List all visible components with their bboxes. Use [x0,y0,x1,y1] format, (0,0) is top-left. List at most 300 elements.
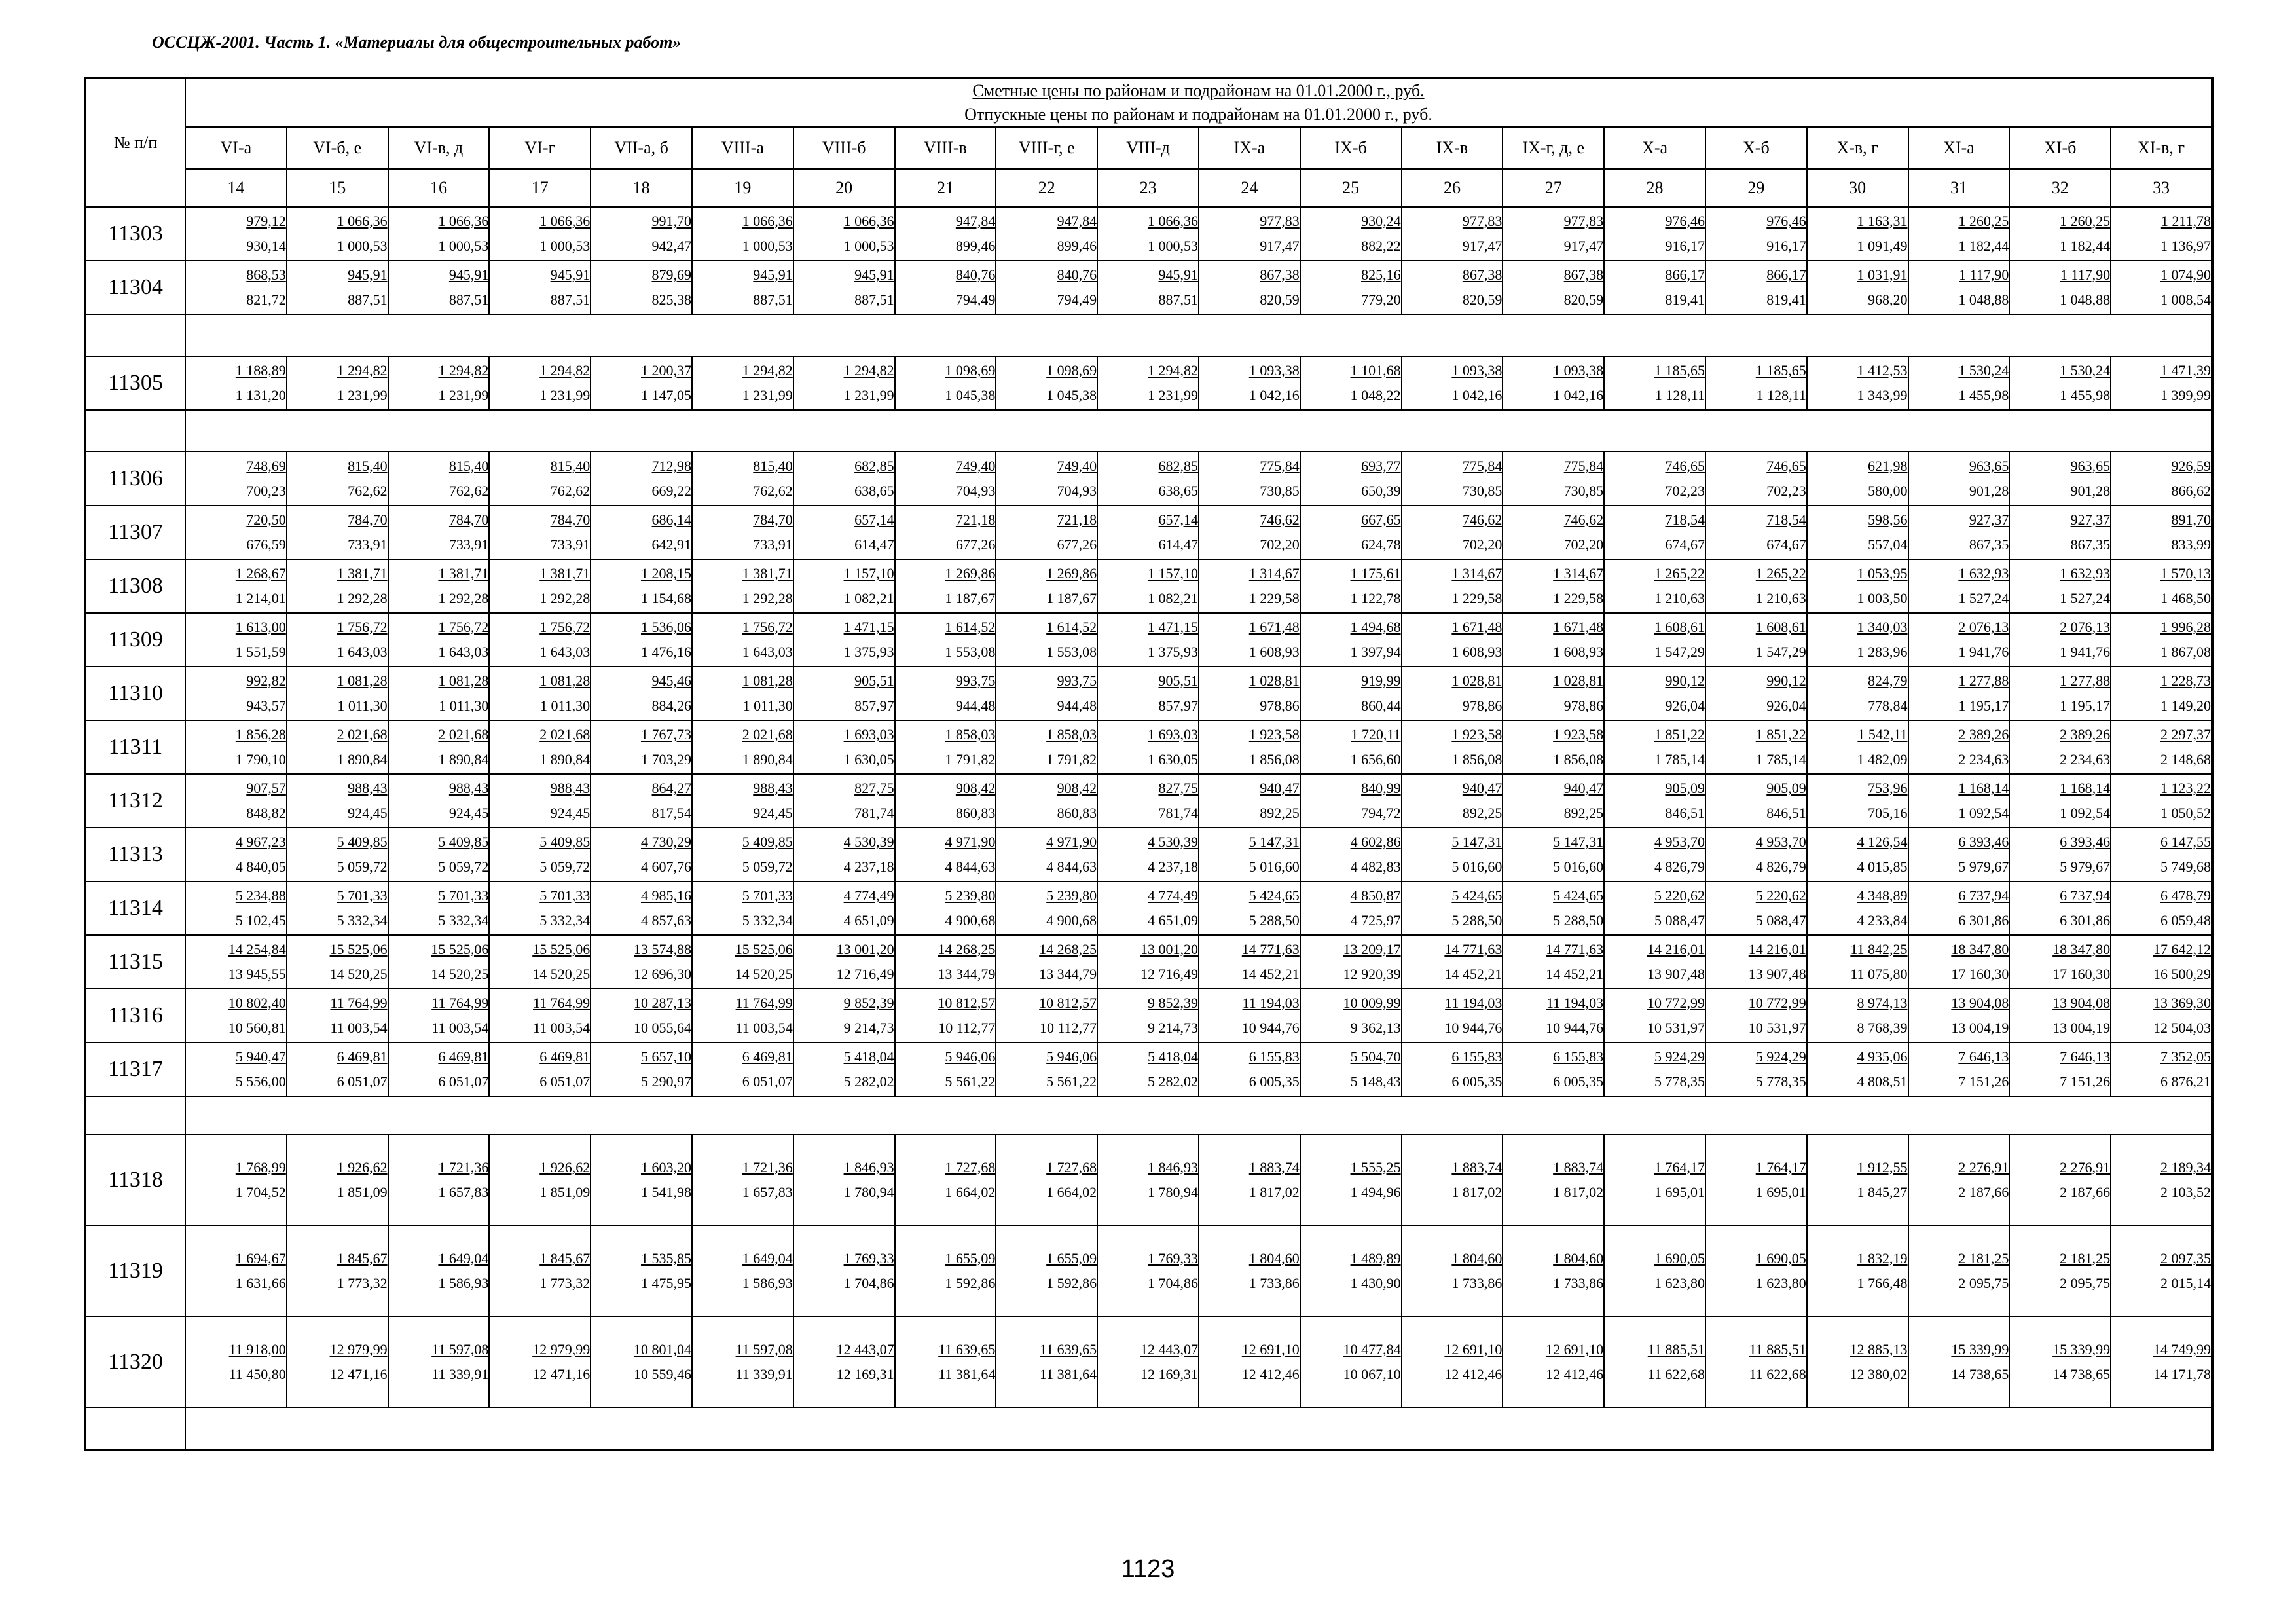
release-price: 10 559,46 [633,1365,691,1382]
estimate-price: 5 409,85 [539,834,591,850]
price-cell [793,881,895,935]
price-cell [287,559,388,613]
estimate-price: 5 946,06 [945,1048,996,1065]
price-cell [1807,828,1908,881]
price-cell [1705,207,1807,261]
estimate-price: 14 216,01 [1748,941,1806,957]
price-cell [692,613,793,667]
column-number: 15 [287,169,388,207]
price-cell [996,613,1097,667]
estimate-price: 1 188,89 [235,362,286,378]
estimate-price: 5 657,10 [640,1048,691,1065]
estimate-price: 1 846,93 [1147,1158,1198,1175]
release-price: 1 941,76 [2060,644,2111,660]
release-price: 892,25 [1563,805,1604,821]
estimate-price: 1 767,73 [640,726,691,743]
release-price: 1 011,30 [337,697,388,714]
estimate-price: 1 632,93 [1958,565,2009,581]
release-price: 1 455,98 [2060,387,2111,403]
estimate-price: 14 771,63 [1241,941,1300,957]
price-cell [1807,774,1908,828]
release-price: 7 151,26 [2060,1073,2111,1090]
estimate-price: 1 260,25 [2060,213,2111,229]
price-cell [1402,1134,1503,1225]
release-price: 2 187,66 [2060,1183,2111,1200]
release-price: 1 785,14 [1654,751,1705,767]
price-cell [185,989,287,1043]
price-cell [388,1134,490,1225]
estimate-price: 825,16 [1361,267,1401,283]
estimate-price: 657,14 [854,511,894,528]
release-price: 4 651,09 [843,912,894,929]
release-price: 14 520,25 [532,966,591,982]
price-cell [591,356,692,410]
release-price: 924,45 [348,805,388,821]
release-price: 5 016,60 [1553,858,1604,875]
estimate-price: 11 918,00 [228,1340,286,1357]
release-price: 860,83 [955,805,996,821]
price-cell [591,989,692,1043]
table-body [85,207,2212,1450]
release-price: 1 766,48 [1857,1274,1908,1291]
release-price: 5 282,02 [843,1073,894,1090]
release-price: 14 520,25 [329,966,388,982]
column-number: 20 [793,169,895,207]
release-price: 825,38 [651,291,691,308]
estimate-price: 11 194,03 [1546,995,1604,1011]
release-price: 882,22 [1361,238,1401,254]
release-price: 1 657,83 [742,1183,793,1200]
estimate-price: 11 885,51 [1749,1340,1806,1357]
release-price: 1 092,54 [1958,805,2009,821]
blank-row [85,410,2212,452]
price-cell [996,1225,1097,1316]
estimate-price: 5 234,88 [235,887,286,904]
release-price: 978,86 [1563,697,1604,714]
price-cell [1908,261,2010,314]
release-price: 794,49 [1057,291,1097,308]
price-cell [489,356,591,410]
price-cell [591,1316,692,1407]
price-cell [1807,881,1908,935]
price-cell [1604,667,1705,720]
release-price: 2 234,63 [1958,751,2009,767]
estimate-price: 10 801,04 [633,1340,691,1357]
release-price: 899,46 [1057,238,1097,254]
estimate-price: 15 339,99 [1951,1340,2009,1357]
estimate-price: 905,51 [854,673,894,689]
estimate-price: 4 850,87 [1350,887,1401,904]
estimate-price: 721,18 [1057,511,1097,528]
release-price: 642,91 [651,536,691,553]
price-cell [287,261,388,314]
estimate-price: 10 772,99 [1748,995,1806,1011]
estimate-price: 840,99 [1361,780,1401,796]
price-cell [2009,989,2111,1043]
estimate-price: 14 254,84 [228,941,286,957]
release-price: 924,45 [550,805,591,821]
release-price: 2 234,63 [2060,751,2111,767]
release-price: 5 778,35 [1755,1073,1806,1090]
estimate-price: 926,59 [2171,458,2211,474]
price-cell [2009,828,2111,881]
release-price: 4 233,84 [1857,912,1908,929]
estimate-price: 1 923,58 [1451,726,1503,743]
estimate-price: 1 851,22 [1654,726,1705,743]
release-price: 778,84 [1868,697,1908,714]
blank-cell [85,314,185,356]
release-price: 1 375,93 [843,644,894,660]
release-price: 1 000,53 [843,238,894,254]
row-number: 11305 [85,356,185,410]
price-cell [1402,261,1503,314]
release-price: 10 055,64 [633,1020,691,1036]
price-cell [489,1225,591,1316]
estimate-price: 5 701,33 [742,887,793,904]
price-cell [489,613,591,667]
estimate-price: 13 369,30 [2153,995,2211,1011]
price-cell [489,828,591,881]
release-price: 614,47 [854,536,894,553]
release-price: 1 292,28 [438,590,489,606]
estimate-price: 945,91 [550,267,591,283]
estimate-price: 12 979,99 [329,1340,388,1357]
release-price: 4 482,83 [1350,858,1401,875]
release-price: 17 160,30 [1951,966,2009,982]
release-price: 5 059,72 [742,858,793,875]
estimate-price: 682,85 [854,458,894,474]
estimate-price: 14 749,99 [2153,1340,2211,1357]
price-cell [2111,989,2212,1043]
price-cell [2009,207,2111,261]
price-cell [1604,506,1705,559]
price-cell [1300,828,1402,881]
price-cell [2111,935,2212,989]
row-number: 11310 [85,667,185,720]
estimate-price: 2 276,91 [1958,1158,2009,1175]
estimate-price: 5 424,65 [1553,887,1604,904]
price-cell [489,935,591,989]
price-cell [1503,207,1604,261]
price-cell [692,720,793,774]
page-number: 1123 [1121,1555,1175,1583]
estimate-price: 1 294,82 [742,362,793,378]
price-cell [287,881,388,935]
price-cell [1097,207,1199,261]
estimate-price: 927,37 [2070,511,2111,528]
release-price: 11 450,80 [228,1365,286,1382]
release-price: 887,51 [854,291,894,308]
price-cell [895,989,996,1043]
row-number: 11306 [85,452,185,506]
estimate-price: 18 347,80 [1951,941,2009,957]
estimate-price: 991,70 [651,213,691,229]
district-header: VI-а [185,127,287,169]
estimate-price: 988,43 [550,780,591,796]
release-price: 820,59 [1260,291,1300,308]
estimate-price: 1 265,22 [1755,565,1806,581]
price-cell [895,452,996,506]
release-price: 13 004,19 [1951,1020,2009,1036]
estimate-price: 1 858,03 [1046,726,1097,743]
price-cell [2111,828,2212,881]
row-number: 11309 [85,613,185,667]
estimate-price: 1 883,74 [1451,1158,1503,1175]
price-cell [1705,667,1807,720]
release-price: 1 231,99 [742,387,793,403]
release-price: 860,44 [1361,697,1401,714]
estimate-price: 1 769,33 [843,1249,894,1266]
release-price: 1 042,16 [1248,387,1300,403]
price-cell [1807,613,1908,667]
estimate-price: 905,51 [1158,673,1198,689]
price-cell [895,559,996,613]
release-price: 1 182,44 [1958,238,2009,254]
estimate-price: 2 021,68 [742,726,793,743]
price-cell [2111,881,2212,935]
price-cell [996,261,1097,314]
estimate-price: 1 996,28 [2160,619,2211,635]
price-cell [895,261,996,314]
release-price: 1 000,53 [539,238,591,254]
estimate-price: 868,53 [246,267,286,283]
price-cell [692,1316,793,1407]
estimate-price: 976,46 [1766,213,1806,229]
release-price: 1 000,53 [1147,238,1198,254]
estimate-price: 2 181,25 [1958,1249,2009,1266]
release-price: 1 856,08 [1451,751,1503,767]
release-price: 1 292,28 [337,590,388,606]
release-price: 1 547,29 [1654,644,1705,660]
price-cell [692,667,793,720]
price-cell [1503,452,1604,506]
price-cell [591,613,692,667]
estimate-price: 1 471,15 [843,619,894,635]
release-price: 1 817,02 [1451,1183,1503,1200]
estimate-price: 1 756,72 [742,619,793,635]
release-price: 1 851,09 [539,1183,591,1200]
estimate-price: 4 602,86 [1350,834,1401,850]
price-cell [185,774,287,828]
price-cell [793,452,895,506]
price-cell [591,452,692,506]
release-price: 1 867,08 [2160,644,2211,660]
release-price: 1 136,97 [2160,238,2211,254]
release-price: 557,04 [1868,536,1908,553]
price-cell [1097,935,1199,989]
estimate-price: 1 721,36 [438,1158,489,1175]
price-cell [2111,613,2212,667]
price-cell [1807,261,1908,314]
estimate-price: 11 597,08 [431,1340,489,1357]
price-cell [2111,559,2212,613]
estimate-price: 753,96 [1868,780,1908,796]
district-header: IX-а [1199,127,1300,169]
price-cell [793,667,895,720]
column-number-row [85,169,2212,207]
price-cell [388,828,490,881]
price-cell [692,261,793,314]
estimate-price: 15 525,06 [329,941,388,957]
estimate-price: 1 381,71 [539,565,591,581]
release-price: 4 651,09 [1147,912,1198,929]
price-cell [1300,881,1402,935]
estimate-price: 977,83 [1462,213,1503,229]
release-price: 14 738,65 [1951,1365,2009,1382]
table-row [85,828,2212,881]
release-price: 1 817,02 [1553,1183,1604,1200]
release-price: 13 344,79 [938,966,996,982]
estimate-price: 1 845,67 [337,1249,388,1266]
estimate-price: 13 001,20 [836,941,894,957]
estimate-price: 1 613,00 [235,619,286,635]
price-cell [1300,720,1402,774]
estimate-price: 919,99 [1361,673,1401,689]
release-price: 917,47 [1260,238,1300,254]
price-cell [287,1225,388,1316]
estimate-price: 1 489,89 [1350,1249,1401,1266]
estimate-price: 7 352,05 [2160,1048,2211,1065]
price-cell [692,1134,793,1225]
price-cell [2009,720,2111,774]
estimate-price: 1 269,86 [1046,565,1097,581]
blank-cell [85,1407,185,1450]
table-row [85,774,2212,828]
estimate-price: 4 953,70 [1755,834,1806,850]
price-cell [793,356,895,410]
release-price: 2 148,68 [2160,751,2211,767]
estimate-price: 6 737,94 [1958,887,2009,904]
price-cell [1604,1316,1705,1407]
estimate-price: 784,70 [550,511,591,528]
price-cell [388,356,490,410]
price-cell [1503,881,1604,935]
price-cell [1300,989,1402,1043]
price-cell [895,774,996,828]
price-cell [1807,1134,1908,1225]
release-price: 12 471,16 [329,1365,388,1382]
estimate-price: 945,91 [348,267,388,283]
price-cell [591,207,692,261]
estimate-price: 1 314,67 [1248,565,1300,581]
estimate-price: 1 294,82 [1147,362,1198,378]
release-price: 916,17 [1665,238,1705,254]
price-cell [996,828,1097,881]
district-header: VI-в, д [388,127,490,169]
release-price: 5 778,35 [1654,1073,1705,1090]
release-price: 1 048,88 [1958,291,2009,308]
release-price: 730,85 [1563,483,1604,499]
estimate-price: 1 542,11 [1857,726,1908,743]
estimate-price: 947,84 [955,213,996,229]
price-cell [388,1316,490,1407]
estimate-price: 815,40 [448,458,489,474]
estimate-price: 14 268,25 [1039,941,1097,957]
price-cell [793,506,895,559]
price-cell [388,1225,490,1316]
estimate-price: 1 856,28 [235,726,286,743]
table-row [85,207,2212,261]
release-price: 700,23 [246,483,286,499]
release-price: 1 122,78 [1350,590,1401,606]
price-cell [287,1043,388,1096]
price-cell [1402,1225,1503,1316]
price-cell [2111,1316,2212,1407]
estimate-price: 14 268,25 [938,941,996,957]
estimate-price: 748,69 [246,458,286,474]
estimate-price: 5 924,29 [1755,1048,1806,1065]
price-cell [185,1316,287,1407]
column-number: 30 [1807,169,1908,207]
release-price: 1 547,29 [1755,644,1806,660]
price-cell [1402,1316,1503,1407]
estimate-price: 940,47 [1462,780,1503,796]
estimate-price: 1 632,93 [2060,565,2111,581]
release-price: 1 011,30 [742,697,793,714]
price-cell [489,1134,591,1225]
price-cell [1604,720,1705,774]
table-row [85,935,2212,989]
price-cell [1402,613,1503,667]
estimate-price: 746,62 [1462,511,1503,528]
release-price: 11 003,54 [330,1020,388,1036]
estimate-price: 1 208,15 [640,565,691,581]
district-header: VI-г [489,127,591,169]
price-cell [1908,720,2010,774]
release-price: 11 003,54 [533,1020,591,1036]
release-price: 917,47 [1563,238,1604,254]
estimate-price: 775,84 [1260,458,1300,474]
estimate-price: 6 478,79 [2160,887,2211,904]
price-cell [1300,1134,1402,1225]
release-price: 1 733,86 [1553,1274,1604,1291]
district-header: VIII-г, е [996,127,1097,169]
estimate-price: 866,17 [1665,267,1705,283]
estimate-price: 1 671,48 [1248,619,1300,635]
estimate-price: 746,65 [1766,458,1806,474]
estimate-price: 4 348,89 [1857,887,1908,904]
district-header: VI-б, е [287,127,388,169]
price-cell [489,506,591,559]
blank-row [85,1407,2212,1450]
price-cell [591,828,692,881]
price-cell [1199,1225,1300,1316]
release-price: 674,67 [1665,536,1705,553]
estimate-price: 15 525,06 [735,941,793,957]
price-cell [591,1225,692,1316]
price-cell [1402,1043,1503,1096]
price-cell [1807,1316,1908,1407]
estimate-price: 5 940,47 [235,1048,286,1065]
release-price: 11 339,91 [431,1365,489,1382]
estimate-price: 10 477,84 [1343,1340,1401,1357]
release-price: 13 907,48 [1647,966,1705,982]
blank-cell [185,1096,2212,1134]
release-price: 1 476,16 [640,644,691,660]
estimate-price: 1 381,71 [438,565,489,581]
release-price: 8 768,39 [1857,1020,1908,1036]
price-cell [1705,452,1807,506]
release-price: 705,16 [1868,805,1908,821]
price-cell [1199,559,1300,613]
price-cell [185,559,287,613]
release-price: 1 008,54 [2160,291,2211,308]
price-cell [1807,1225,1908,1316]
estimate-price: 1 536,06 [640,619,691,635]
price-cell [1503,935,1604,989]
release-price: 1 817,02 [1248,1183,1300,1200]
price-cell [1199,935,1300,989]
